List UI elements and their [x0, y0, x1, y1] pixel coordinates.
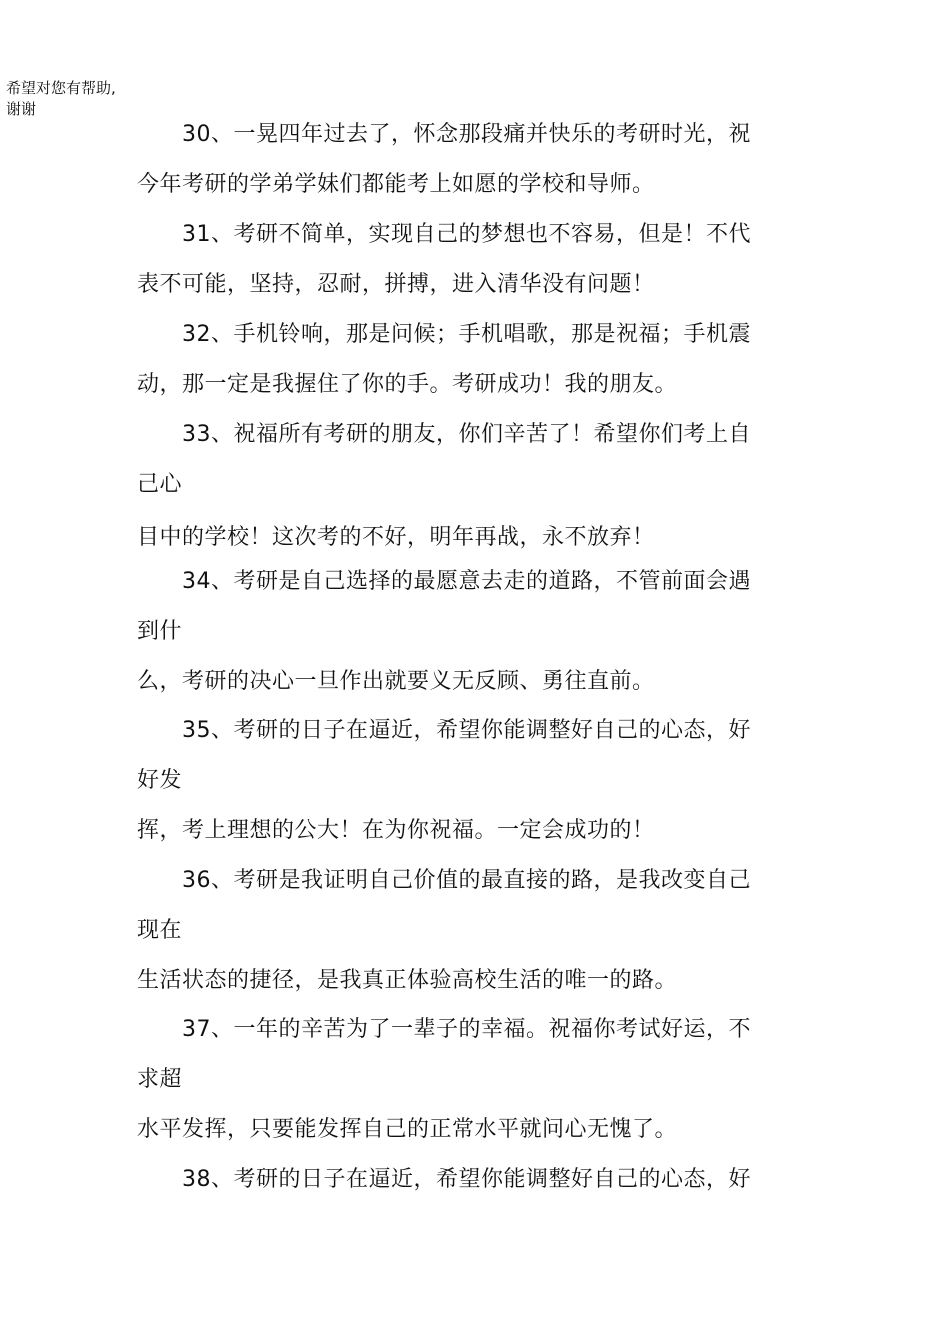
- note-line-1: 希望对您有帮助,: [6, 79, 116, 97]
- text-line-36: 36、考研是我证明自己价值的最直接的路，是我改变自己: [182, 868, 751, 893]
- text-line-30: 30、一晃四年过去了，怀念那段痛并快乐的考研时光，祝: [182, 122, 751, 147]
- text-line-34-cont: 到什: [137, 619, 183, 644]
- text-line-35-cont: 好发: [137, 768, 183, 793]
- text-line-37-cont2: 水平发挥，只要能发挥自己的正常水平就问心无愧了。: [137, 1117, 678, 1142]
- helpful-note: [6, 78, 116, 120]
- text-line-31-cont: 表不可能，坚持，忍耐，拼搏，进入清华没有问题！: [137, 272, 655, 297]
- text-line-32-cont: 动，那一定是我握住了你的手。考研成功！我的朋友。: [137, 372, 678, 397]
- text-line-36-cont: 现在: [137, 918, 183, 943]
- text-line-33-cont: 己心: [137, 472, 183, 497]
- text-line-35: 35、考研的日子在逼近，希望你能调整好自己的心态，好: [182, 718, 751, 743]
- text-line-33-cont2: 目中的学校！这次考的不好，明年再战，永不放弃！: [137, 525, 655, 550]
- text-line-33: 33、祝福所有考研的朋友，你们辛苦了！希望你们考上自: [182, 422, 751, 447]
- note-line-2: 谢谢: [6, 100, 37, 118]
- text-line-31: 31、考研不简单，实现自己的梦想也不容易，但是！不代: [182, 222, 751, 247]
- text-line-36-cont2: 生活状态的捷径，是我真正体验高校生活的唯一的路。: [137, 968, 678, 993]
- text-line-37: 37、一年的辛苦为了一辈子的幸福。祝福你考试好运，不: [182, 1017, 751, 1042]
- text-line-38: 38、考研的日子在逼近，希望你能调整好自己的心态，好: [182, 1167, 751, 1192]
- text-line-37-cont: 求超: [137, 1067, 183, 1092]
- text-line-34-cont2: 么，考研的决心一旦作出就要义无反顾、勇往直前。: [137, 669, 655, 694]
- text-line-34: 34、考研是自己选择的最愿意去走的道路，不管前面会遇: [182, 569, 751, 594]
- text-line-30-cont: 今年考研的学弟学妹们都能考上如愿的学校和导师。: [137, 172, 655, 197]
- text-line-32: 32、手机铃响，那是问候；手机唱歌，那是祝福；手机震: [182, 322, 751, 347]
- text-line-35-cont2: 挥，考上理想的公大！在为你祝福。一定会成功的！: [137, 818, 655, 843]
